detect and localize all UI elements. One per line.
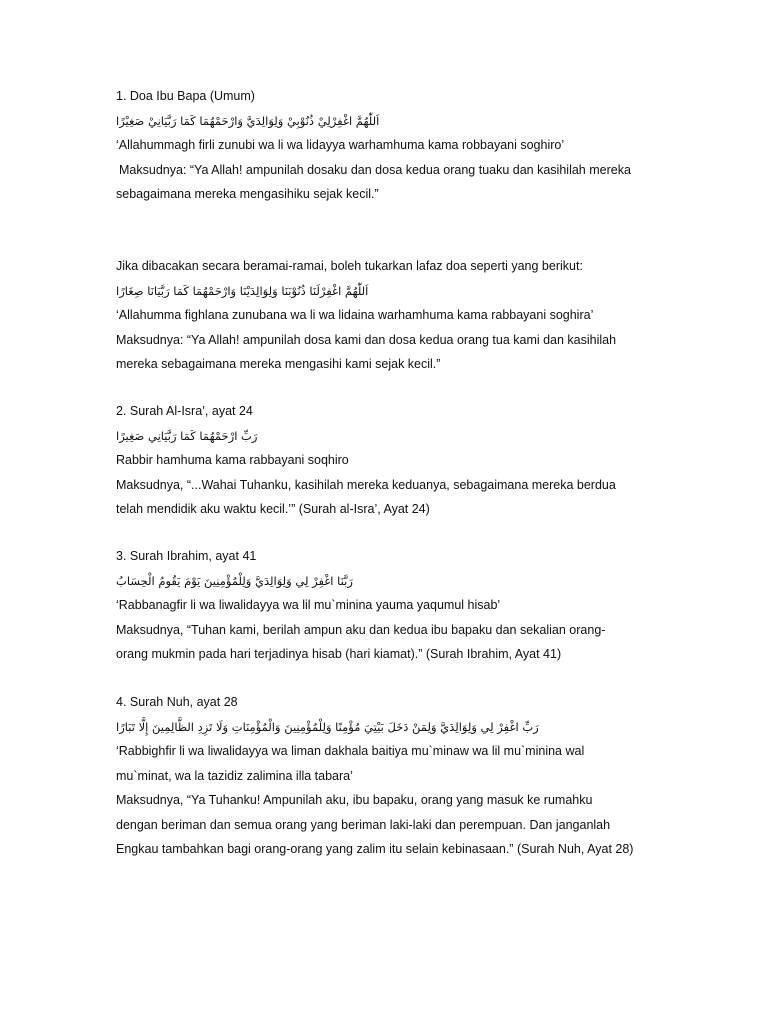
arabic-text: رَبَّنَا اغْفِرْ لِي وَلِوَالِدَيَّ وَلِلْمُؤْمِنِينَ يَوْمَ يَقُومُ الْحِسَابُ: [116, 573, 353, 588]
arabic-text: رَبِّ ارْحَمْهُمَا كَمَا رَبَّيَانِي صَغِيرًا: [116, 428, 258, 443]
arabic-text: اَللّٰهُمَّ اغْفِرْلَنَا ذُنُوْبَنَا وَلِوَالِدَيْنَا وَارْحَمْهُمَا كَمَا رَبَّيَانَا صِغَارًا: [116, 283, 369, 298]
section-surah-ibrahim: [116, 544, 656, 667]
transliteration: Rabbir hamhuma kama rabbayani soqhiro: [116, 453, 349, 467]
section-heading: 2. Surah Al-Isra’, ayat 24: [116, 404, 253, 418]
meaning-line: telah mendidik aku waktu kecil.’” (Surah al-Isra’, Ayat 24): [116, 502, 430, 516]
section-surah-nuh: [116, 690, 656, 862]
intro-text: Jika dibacakan secara beramai-ramai, boleh tukarkan lafaz doa seperti yang berikut:: [116, 259, 583, 273]
meaning-line: mereka sebagaimana mereka mengasihi kami sejak kecil.”: [116, 357, 441, 371]
arabic-text: رَبِّ اغْفِرْ لِي وَلِوَالِدَيَّ وَلِمَنْ دَخَلَ بَيْتِيَ مُؤْمِنًا وَلِلْمُؤْمِنِينَ وَالْمُؤْمِنَاتِ وَلَا تَزِدِ الظَّالِمِينَ إِلَّا تَبَارًا: [116, 719, 539, 734]
arabic-text: اَللّٰهُمَّ اغْفِرْلِيْ ذُنُوْبِيْ وَلِوَالِدَيَّ وَارْحَمْهُمَا كَمَا رَبَّيَانِيْ صَغِيْرًا: [116, 113, 380, 128]
section-surah-al-isra: [116, 399, 656, 522]
meaning-line: dengan beriman dan semua orang yang beriman laki-laki dan perempuan. Dan janganlah: [116, 817, 611, 832]
section-doa-ibu-bapa: [116, 84, 656, 207]
meaning-line: Maksudnya: “Ya Allah! ampunilah dosaku dan dosa kedua orang tuaku dan kasihilah mereka: [119, 162, 631, 177]
meaning-line: Maksudnya, “...Wahai Tuhanku, kasihilah mereka keduanya, sebagaimana mereka berdua: [116, 477, 616, 492]
transliteration: ‘Allahummagh firli zunubi wa li wa lidayya warhamhuma kama robbayani soghiro’: [116, 138, 565, 152]
section-heading: 4. Surah Nuh, ayat 28: [116, 695, 238, 709]
meaning-line: Maksudnya: “Ya Allah! ampunilah dosa kami dan dosa kedua orang tua kami dan kasihilah: [116, 332, 617, 347]
meaning-line: Maksudnya, “Tuhan kami, berilah ampun aku dan kedua ibu bapaku dan sekalian orang-: [116, 622, 606, 637]
transliteration: mu`minat, wa la tazidiz zalimina illa tabara’: [116, 768, 353, 783]
meaning-line: orang mukmin pada hari terjadinya hisab (hari kiamat).” (Surah Ibrahim, Ayat 41): [116, 647, 562, 661]
transliteration: ‘Rabbanagfir li wa liwalidayya wa lil mu`minina yauma yaqumul hisab’: [116, 598, 501, 612]
transliteration: ‘Allahumma fighlana zunubana wa li wa lidaina warhamhuma kama rabbayani soghira’: [116, 308, 594, 322]
section-heading: 3. Surah Ibrahim, ayat 41: [116, 549, 257, 563]
meaning-line: Engkau tambahkan bagi orang-orang yang zalim itu selain kebinasaan.” (Surah Nuh, Ayat 28): [116, 842, 634, 856]
meaning-line: sebagaimana mereka mengasihiku sejak kecil.”: [116, 187, 379, 201]
section-group-recitation: [116, 254, 656, 377]
meaning-line: Maksudnya, “Ya Tuhanku! Ampunilah aku, ibu bapaku, orang yang masuk ke rumahku: [116, 793, 593, 807]
section-heading: 1. Doa Ibu Bapa (Umum): [116, 89, 255, 103]
transliteration: ‘Rabbighfir li wa liwalidayya wa liman dakhala baitiya mu`minaw wa lil mu`minina wal: [116, 744, 585, 758]
